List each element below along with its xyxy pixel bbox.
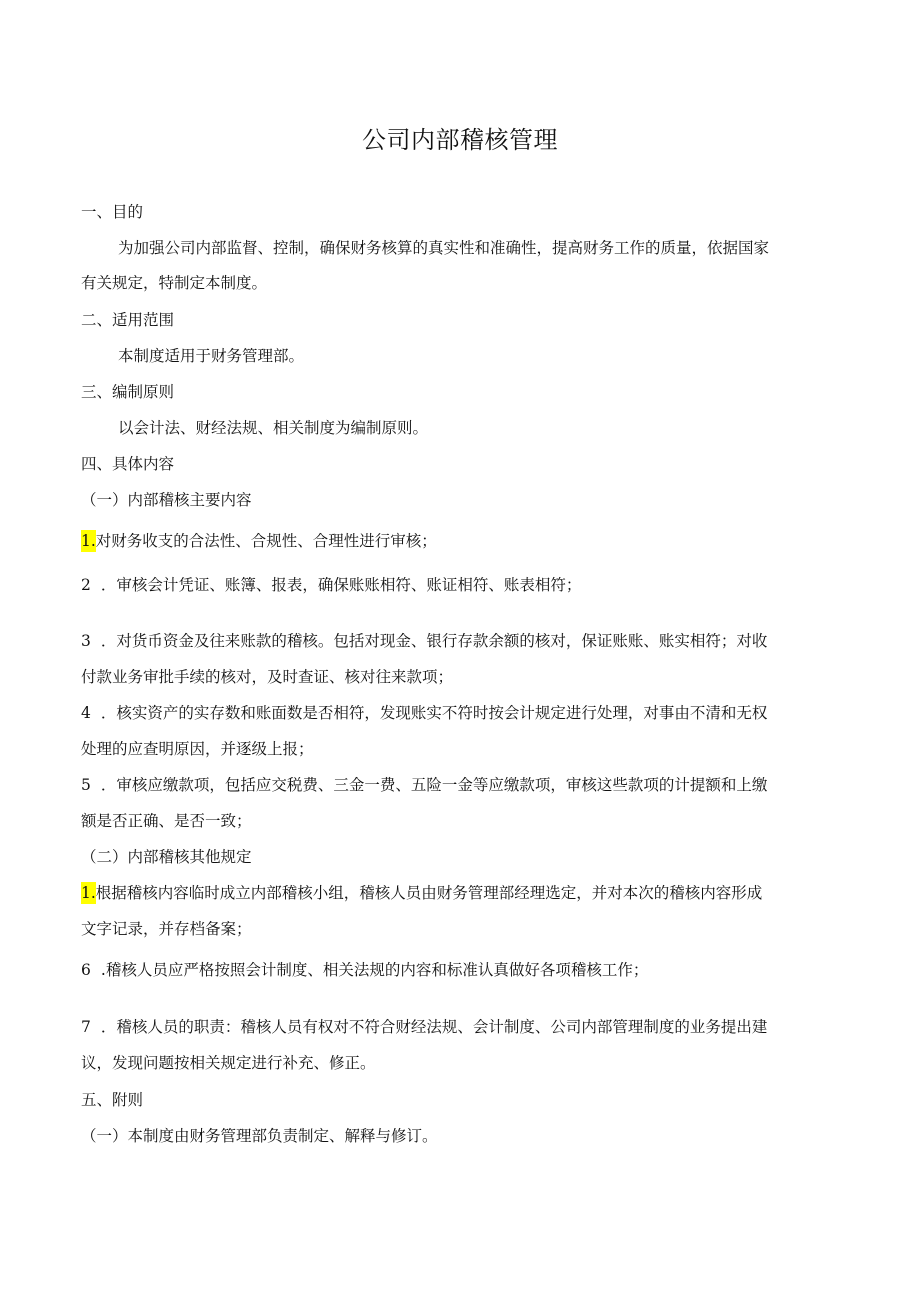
paragraph-principles: 以会计法、财经法规、相关制度为编制原则。: [118, 419, 429, 437]
document-title: 公司内部稽核管理: [362, 126, 558, 154]
paragraph-scope: 本制度适用于财务管理部。: [118, 347, 305, 365]
rule-item-1-text: 根据稽核内容临时成立内部稽核小组，稽核人员由财务管理部经理选定，并对本次的稽核内容形成: [95, 884, 763, 902]
section-heading-principles: 三、编制原则: [81, 383, 175, 401]
section-heading-supplementary: 五、附则: [81, 1091, 144, 1109]
paragraph-purpose-line-2: 有关规定，特制定本制度。: [81, 274, 268, 292]
rule-item-1-line-1: [81, 882, 841, 904]
subsection-heading-other-rules: （二）内部稽核其他规定: [81, 848, 252, 866]
list-item-3-text: ．对货币资金及往来账款的稽核。包括对现金、银行存款余额的核对，保证账账、账实相符；对收: [96, 632, 768, 650]
rule-item-6-number: 6: [81, 961, 91, 979]
paragraph-supplementary: （一）本制度由财务管理部负责制定、解释与修订。: [81, 1127, 438, 1145]
subsection-heading-main-content: （一）内部稽核主要内容: [81, 491, 252, 509]
list-item-4-number: 4: [81, 704, 91, 722]
list-item-5-line-2: 额是否正确、是否一致；: [81, 812, 252, 830]
rule-item-7-line-2: 议，发现问题按相关规定进行补充、修正。: [81, 1054, 376, 1072]
list-item-5-text: ．审核应缴款项，包括应交税费、三金一费、五险一金等应缴款项，审核这些款项的计提额和上缴: [96, 776, 768, 794]
list-item-3-number: 3: [81, 632, 91, 650]
rule-item-7-text: ．稽核人员的职责：稽核人员有权对不符合财经法规、会计制度、公司内部管理制度的业务提出建: [96, 1018, 768, 1036]
list-item-4-line-2: 处理的应查明原因，并逐级上报；: [81, 740, 314, 758]
list-item-1: [81, 530, 841, 552]
list-item-2-number: 2: [81, 576, 91, 594]
list-item-2: [81, 574, 841, 596]
list-item-5-line-1: [81, 774, 841, 796]
paragraph-purpose-line-1: 为加强公司内部监督、控制，确保财务核算的真实性和准确性，提高财务工作的质量，依据国家: [118, 239, 770, 257]
section-heading-content: 四、具体内容: [81, 455, 175, 473]
highlight-marker: 1.: [81, 884, 96, 902]
list-item-2-text: ．审核会计凭证、账簿、报表，确保账账相符、账证相符、账表相符；: [96, 576, 582, 594]
rule-item-6-text: .稽核人员应严格按照会计制度、相关法规的内容和标准认真做好各项稽核工作；: [96, 961, 649, 979]
rule-item-7-line-1: [81, 1016, 841, 1038]
list-item-5-number: 5: [81, 776, 91, 794]
section-heading-purpose: 一、目的: [81, 203, 144, 221]
rule-item-1-line-2: 文字记录，并存档备案；: [81, 920, 252, 938]
highlight-marker: 1.: [81, 532, 96, 550]
rule-item-7-number: 7: [81, 1018, 91, 1036]
list-item-4-text: ．核实资产的实存数和账面数是否相符，发现账实不符时按会计规定进行处理，对事由不清和无权: [96, 704, 768, 722]
section-heading-scope: 二、适用范围: [81, 311, 175, 329]
list-item-1-text: 对财务收支的合法性、合规性、合理性进行审核；: [95, 532, 437, 550]
list-item-3-line-1: [81, 630, 841, 652]
rule-item-6: [81, 959, 841, 981]
list-item-4-line-1: [81, 702, 841, 724]
list-item-3-line-2: 付款业务审批手续的核对，及时查证、核对往来款项；: [81, 668, 454, 686]
